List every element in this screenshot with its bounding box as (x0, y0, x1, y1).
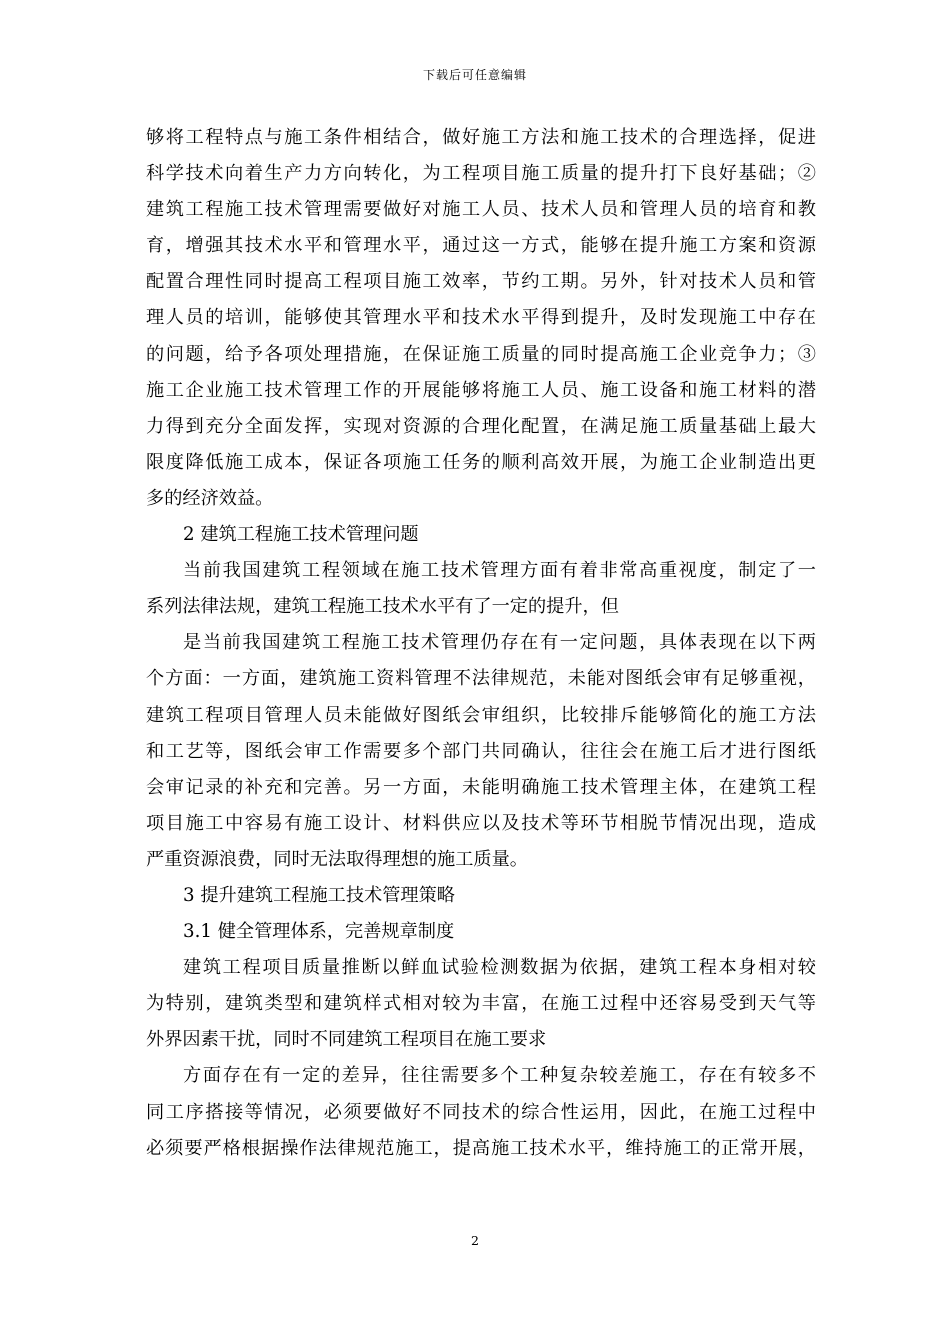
page-number: 2 (471, 1233, 479, 1248)
text-line: 当前我国建筑工程领域在施工技术管理方面有着非常高重视度，制定了一 (183, 560, 816, 582)
text-line: 2 建筑工程施工技术管理问题 (183, 524, 419, 546)
text-line: 严重资源浪费，同时无法取得理想的施工质量。 (146, 848, 528, 870)
text-line: 建筑工程项目质量推断以鲜血试验检测数据为依据，建筑工程本身相对较 (183, 957, 816, 979)
text-line: 3.1 健全管理体系，完善规章制度 (183, 921, 455, 943)
text-line: 外界因素干扰，同时不同建筑工程项目在施工要求 (146, 1029, 547, 1051)
text-line: 建筑工程施工技术管理需要做好对施工人员、技术人员和管理人员的培育和教 (146, 199, 816, 221)
text-line: 建筑工程项目管理人员未能做好图纸会审组织，比较排斥能够简化的施工方法 (146, 704, 816, 726)
page-header: 下载后可任意编辑 (422, 68, 527, 82)
text-line: 够将工程特点与施工条件相结合，做好施工方法和施工技术的合理选择，促进 (146, 127, 816, 148)
text-line: 的问题，给予各项处理措施，在保证施工质量的同时提高施工企业竞争力；③ (146, 343, 816, 365)
text-line: 施工企业施工技术管理工作的开展能够将施工人员、施工设备和施工材料的潜 (146, 379, 816, 401)
text-line: 力得到充分全面发挥，实现对资源的合理化配置，在满足施工质量基础上最大 (146, 415, 816, 437)
text-line: 必须要严格根据操作法律规范施工，提高施工技术水平，维持施工的正常开展， (146, 1137, 816, 1159)
text-line: 和工艺等，图纸会审工作需要多个部门共同确认，往往会在施工后才进行图纸 (146, 740, 816, 762)
text-line: 多的经济效益。 (146, 487, 274, 509)
text-line: 配置合理性同时提高工程项目施工效率，节约工期。另外，针对技术人员和管 (146, 271, 816, 293)
text-line: 项目施工中容易有施工设计、材料供应以及技术等环节相脱节情况出现，造成 (146, 812, 816, 834)
text-line: 个方面：一方面，建筑施工资料管理不法律规范，未能对图纸会审有足够重视， (146, 668, 816, 690)
text-line: 同工序搭接等情况，必须要做好不同技术的综合性运用，因此，在施工过程中 (146, 1101, 816, 1123)
text-line: 3 提升建筑工程施工技术管理策略 (183, 884, 455, 906)
text-line: 科学技术向着生产力方向转化，为工程项目施工质量的提升打下良好基础；② (146, 163, 816, 185)
text-line: 系列法律法规，建筑工程施工技术水平有了一定的提升，但 (146, 596, 619, 618)
text-line: 理人员的培训，能够使其管理水平和技术水平得到提升，及时发现施工中存在 (146, 307, 816, 329)
document-body (146, 120, 816, 1167)
text-line: 育，增强其技术水平和管理水平，通过这一方式，能够在提升施工方案和资源 (146, 235, 816, 257)
text-line: 为特别，建筑类型和建筑样式相对较为丰富，在施工过程中还容易受到天气等 (146, 993, 816, 1015)
text-line: 方面存在有一定的差异，往往需要多个工种复杂较差施工，存在有较多不 (183, 1065, 816, 1087)
text-line: 是当前我国建筑工程施工技术管理仍存在有一定问题，具体表现在以下两 (183, 632, 816, 654)
text-line: 限度降低施工成本，保证各项施工任务的顺利高效开展，为施工企业制造出更 (146, 451, 816, 473)
text-line: 会审记录的补充和完善。另一方面，未能明确施工技术管理主体，在建筑工程 (146, 776, 816, 798)
